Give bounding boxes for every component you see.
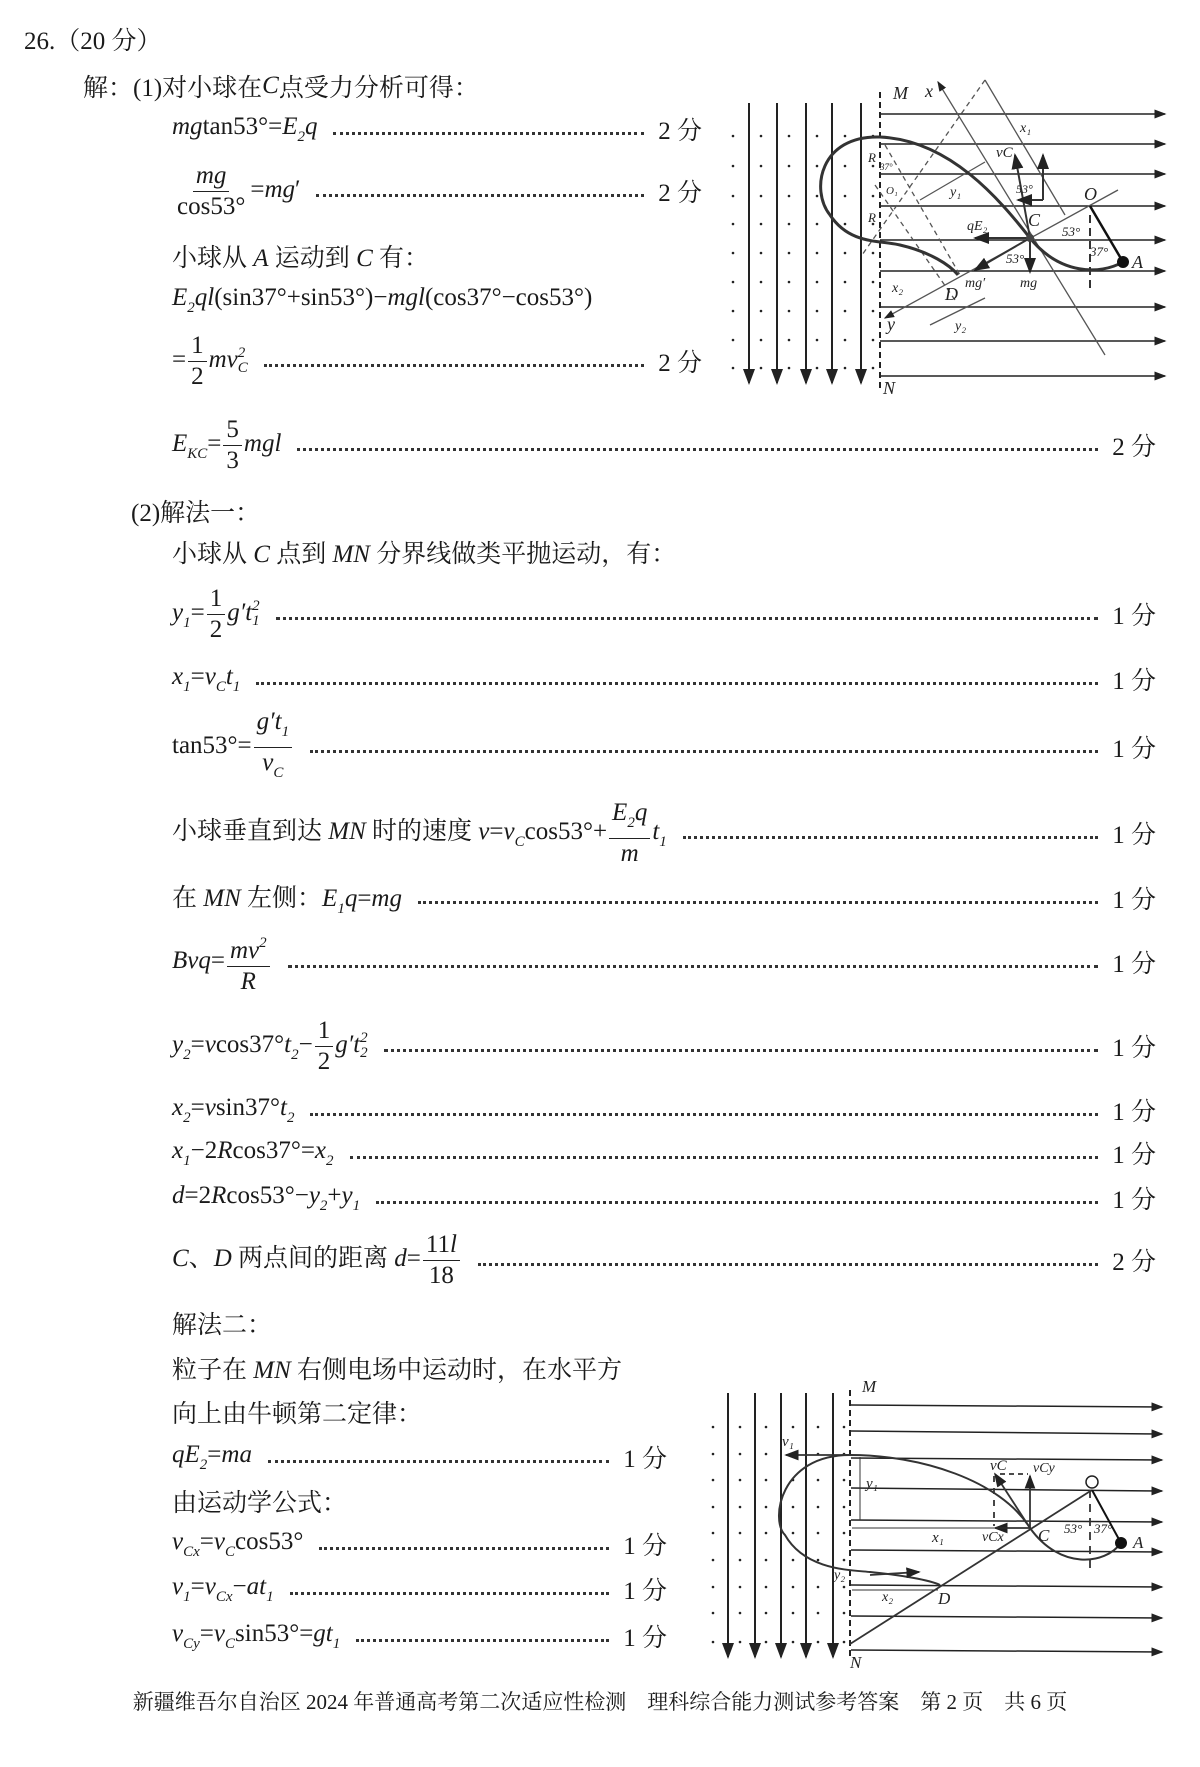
subscript: C [225,1635,236,1652]
subscript: 1 [232,678,241,695]
score-points: 1 分 [1112,887,1156,914]
subscript: 1 [332,1635,341,1652]
formula-text: 小球从 [172,541,254,568]
formula-text: cos37° [215,1030,285,1058]
subscript: 2 [183,1109,191,1126]
label-x2: x₂ [882,1590,894,1605]
math-variable: E [282,112,298,140]
label-c: C [1028,210,1041,230]
formula-text: = [207,1440,222,1468]
formula-text: 、 [188,1244,214,1272]
math-variable: MN [253,1357,291,1384]
formula-text: 由运动学公式： [172,1490,348,1517]
formula-text: = [190,662,205,690]
formula-text: 粒子在 [172,1357,254,1384]
math-variable: v [478,817,490,845]
formula-text: 1 [191,331,204,359]
subscript: 1 [183,1588,191,1605]
math-variable: d [394,1244,407,1272]
math-variable: mg [195,161,227,189]
subscript: Cy [183,1635,200,1652]
label-mg-prime: mg′ [965,276,986,291]
math-variable: mv [208,345,238,373]
math-variable: v [213,1527,225,1555]
math-variable: D [213,1244,232,1272]
subscript: 2 [199,1456,208,1473]
formula-text: (2)解法一： [131,500,261,527]
math-variable: t [284,1030,292,1058]
formula-text: cos53°− [226,1181,309,1209]
math-variable: v [262,748,274,776]
formula-text: 解：(1)对小球在 [83,75,263,102]
formula-text: 2 [191,362,204,390]
score-points: 1 分 [623,1625,667,1652]
superscript: 2 [237,345,246,361]
math-variable: qE [172,1440,200,1468]
formula-text: 2 [317,1047,331,1075]
formula-text: = [199,1527,214,1555]
label-x1: x₁ [1020,121,1032,136]
subscript: 2 [627,814,635,831]
math-variable: x [314,1136,327,1164]
score-points: 1 分 [1112,951,1156,978]
formula-text: =2 [184,1181,212,1209]
formula-text: 分界线做类平抛运动，有： [369,541,677,568]
label-angle-37: 37° [1094,1521,1113,1536]
subscript: C [225,1543,236,1560]
math-variable: at [246,1572,267,1600]
formula-text: cos53° [177,192,246,220]
formula-text: 小球从 [172,245,254,272]
label-c: C [1038,1526,1050,1545]
formula-text: tan53°= [202,112,283,140]
formula-text: 点受力分析可得： [278,75,479,102]
label-a: A [1133,1533,1144,1552]
subscript: C [273,764,284,781]
score-points: 1 分 [1112,1099,1156,1126]
math-variable: ma [221,1440,252,1468]
formula-text: −2 [190,1136,218,1164]
formula-text: sin37° [215,1093,281,1121]
math-variable: q [634,798,648,826]
formula-text: = [406,1244,421,1272]
label-d: D [945,284,958,304]
label-angle-53: 53° [1016,182,1033,196]
math-variable: C [262,72,279,99]
math-variable: mv [229,936,260,964]
formula-text: − [298,1030,313,1058]
label-angle-53: 53° [1006,251,1025,266]
label-r: R [868,150,876,165]
score-points: 1 分 [623,1578,667,1605]
label-vcx: vCx [982,1530,1004,1545]
math-variable: ql [194,283,215,311]
superscript: 2 [252,598,260,614]
math-variable: y [172,598,184,626]
subscript: 1 [266,1588,274,1605]
formula-text: (sin37°+sin53°)− [214,283,388,311]
math-variable: mg [264,175,295,203]
label-vc: vC [996,145,1013,161]
subscript: C [237,360,248,376]
subscript: 2 [319,1197,328,1214]
score-points: 1 分 [623,1446,667,1473]
math-variable: mgl [243,429,282,457]
score-points: 2 分 [1112,1249,1156,1276]
math-variable: v [172,1619,184,1647]
formula-text: cos53°+ [524,817,608,845]
subscript: 1 [352,1197,361,1214]
formula-text: cos53° [235,1527,304,1555]
math-variable: Bvq [172,946,211,974]
math-variable: t [225,662,233,690]
formula-text: + [327,1181,342,1209]
score-points: 2 分 [658,350,702,377]
label-y2: y₂ [955,319,967,334]
math-variable: mgl [387,283,425,311]
formula-text: 1 [317,1016,331,1044]
pivot-o [1086,1476,1098,1488]
score-points: 2 分 [658,180,702,207]
superscript: 2 [259,934,267,951]
score-points: 1 分 [1112,736,1156,763]
math-variable: E [172,283,188,311]
math-variable: mg [371,885,402,912]
math-variable: v [204,1030,216,1058]
formula-text: tan53°= [172,731,252,759]
math-variable: q [344,885,358,912]
score-points: 1 分 [1112,1035,1156,1062]
subscript: 1 [183,1152,191,1169]
formula-text: = [190,598,205,626]
label-y1: y₁ [950,185,962,200]
subscript: 1 [337,901,345,917]
subscript: 2 [183,1046,191,1063]
formula-text: = [190,1572,205,1600]
math-variable: R [211,1181,227,1209]
label-n: N [850,1653,862,1672]
formula-text: − [232,1572,247,1600]
score-points: 2 分 [1112,434,1156,461]
label-y2: y₂ [834,1568,846,1583]
label-a: A [1132,252,1143,272]
math-variable: MN [328,817,366,845]
formula-text: 11 [425,1230,450,1258]
formula-text: = [210,946,225,974]
question-number: 26.（20 分） [24,28,162,55]
math-variable: MN [332,541,370,568]
formula-text: = [190,1093,205,1121]
formula-text: 两点间的距离 [231,1244,395,1272]
formula-text: 向上由牛顿第二定律： [172,1401,423,1428]
math-variable: g′t [335,1030,361,1058]
math-variable: C [253,541,270,568]
math-variable: A [253,245,269,272]
label-x2: x₂ [892,281,904,296]
math-variable: q [304,112,318,140]
formula-text: = [199,1619,214,1647]
math-variable: E [612,798,628,826]
formula-text: 时的速度 [365,817,479,845]
math-variable: v [204,662,216,690]
math-variable: E [322,885,338,912]
label-v1: v₁ [782,1434,794,1450]
formula-text: = [250,175,265,203]
math-variable: v [172,1572,184,1600]
label-x1: x₁ [932,1530,944,1546]
formula-text: = [357,885,372,912]
label-d: D [938,1589,951,1608]
score-points: 1 分 [1112,668,1156,695]
formula-text: 小球垂直到达 [172,817,329,845]
math-variable: x [172,1093,184,1121]
label-angle-53: 53° [1062,224,1081,239]
subscript: 2 [360,1045,368,1061]
score-points: 1 分 [1112,603,1156,630]
label-angle-37: 37° [880,162,893,172]
formula-text: 1 [209,584,223,612]
subscript: 2 [187,299,195,316]
math-variable: x [172,662,184,690]
label-r: R [868,210,876,225]
math-variable: t [280,1093,287,1121]
math-variable: d [172,1181,185,1209]
formula-text: sin53°= [235,1619,314,1647]
math-variable: R [217,1136,233,1164]
subscript: Cx [183,1543,200,1560]
formula-text: = [172,345,187,373]
label-qe2: qE₂ [967,219,988,234]
label-angle-53: 53° [1064,1521,1083,1536]
subscript: 2 [297,128,305,145]
math-variable: gt [313,1619,333,1647]
label-vc: vC [990,1458,1007,1474]
subscript: 1 [659,833,667,850]
math-variable: l [449,1230,457,1258]
score-points: 1 分 [1112,1142,1156,1169]
math-variable: C [172,1244,189,1272]
math-variable: E [172,429,188,457]
formula-text: cos37°= [232,1136,315,1164]
math-variable: t [652,817,660,845]
formula-text: 18 [428,1261,454,1289]
math-variable: v [172,1527,184,1555]
subscript: C [215,678,226,695]
formula-text: 左侧： [240,885,323,912]
math-variable: y [308,1181,320,1209]
subscript: 1 [252,613,260,629]
subscript: 2 [286,1109,295,1126]
formula-text: 点到 [269,541,333,568]
subscript: 1 [183,678,191,695]
subscript: 1 [183,614,191,631]
math-variable: y [341,1181,353,1209]
label-m: M [862,1377,877,1396]
subscript: 1 [281,723,290,740]
score-points: 1 分 [623,1533,667,1560]
subscript: 2 [326,1152,334,1169]
math-variable: MN [203,885,241,912]
math-variable: C [356,245,373,272]
formula-text: = [190,1030,205,1058]
math-variable: mg [172,112,203,140]
page-footer: 新疆维吾尔自治区 2024 年普通高考第二次适应性检测 理科综合能力测试参考答案 第 2 页 共 6 页 [132,1690,1068,1714]
score-points: 1 分 [1112,822,1156,849]
score-points: 2 分 [658,118,702,145]
subscript: Cx [215,1588,233,1605]
label-x-axis: x [925,81,933,101]
subscript: 2 [291,1046,299,1063]
math-variable: g′t [227,598,253,626]
subscript: C [514,833,525,850]
math-variable: v [204,1572,216,1600]
formula-text: ′ [295,175,301,203]
formula-text: 运动到 [268,245,357,272]
superscript: 2 [360,1030,368,1046]
incline-line [850,1490,1092,1644]
label-n: N [883,378,896,398]
formula-text: 2 [209,615,223,643]
formula-text: 5 [226,415,239,443]
math-variable: R [240,967,256,995]
formula-text: (cos37°−cos53°) [424,283,593,311]
math-variable: g′t [256,707,282,735]
formula-text: 解法二： [172,1312,273,1339]
formula-text: 有： [372,245,430,272]
label-mg: mg [1020,276,1038,291]
formula-text: = [489,817,504,845]
formula-text: = [207,429,222,457]
label-o1: O₁ [886,185,898,197]
formula-text: 在 [172,885,204,912]
math-variable: y [172,1030,184,1058]
label-angle-37: 37° [1090,244,1109,259]
label-y-axis: y [887,314,895,334]
score-points: 1 分 [1112,1187,1156,1214]
math-variable: v [213,1619,225,1647]
label-vcy: vCy [1033,1461,1055,1476]
formula-text: 3 [226,446,239,474]
label-o: O [1084,184,1097,204]
label-y1: y₁ [866,1476,878,1492]
math-variable: v [503,817,515,845]
math-variable: v [204,1093,216,1121]
math-variable: m [620,839,639,867]
subscript: KC [187,445,208,462]
ball-a [1115,1537,1127,1549]
math-variable: x [172,1136,184,1164]
formula-text: 右侧电场中运动时，在水平方 [290,1357,623,1384]
label-m: M [893,83,908,103]
